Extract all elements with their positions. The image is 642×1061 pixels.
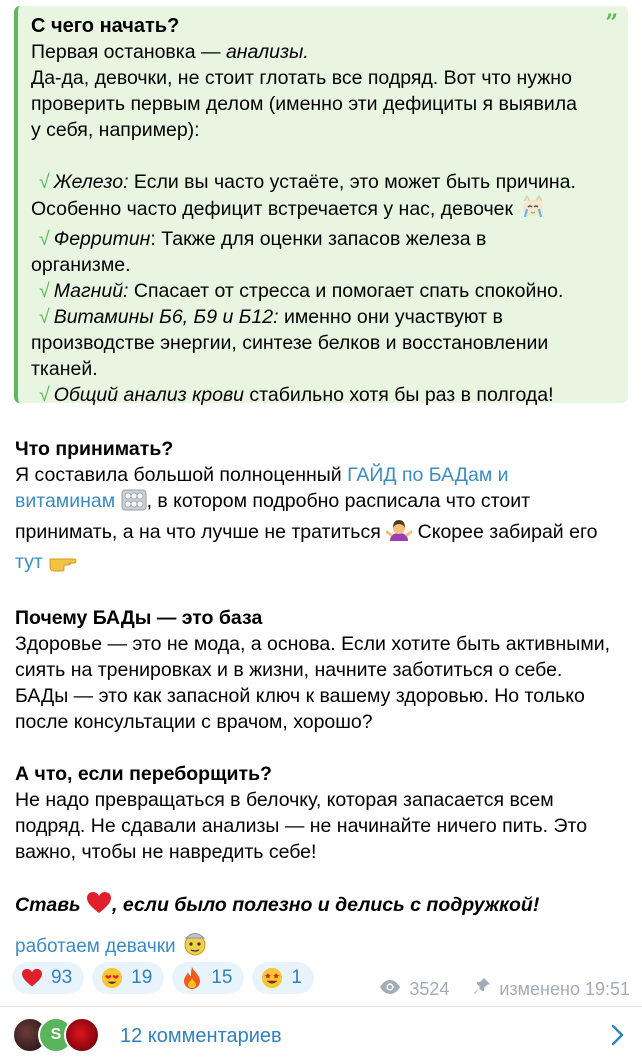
text-line: подряд. Не сдавали анализы — не начинайте ничего пить. Это — [15, 815, 588, 837]
comments-button[interactable] — [0, 1012, 642, 1058]
quote-para-line: проверить первым делом (именно эти дефициты я выявила — [31, 93, 577, 115]
check-label: Витамины Б6, Б9 и Б12: — [53, 306, 279, 328]
text: , в котором подробно расписала что стоит — [146, 490, 531, 512]
heart-icon — [20, 966, 44, 990]
avatar: S — [38, 1017, 74, 1053]
check-icon: √ — [39, 306, 50, 328]
check-item-cont: производстве энергии, синтезе белков и восстановлении — [31, 332, 549, 354]
section-title: Что принимать? — [15, 438, 174, 460]
reaction-star-struck[interactable] — [252, 962, 314, 994]
heart-eyes-icon — [100, 966, 124, 990]
check-label: Железо: — [53, 171, 129, 193]
check-icon: √ — [39, 171, 50, 193]
text: Скорее забирай его — [412, 521, 598, 543]
text-line: сиять на тренировках и в жизни, начните заботиться о себе. — [15, 659, 563, 681]
check-item-cont: организме. — [31, 254, 131, 276]
check-item-cont: тканей. — [31, 358, 98, 380]
divider — [0, 1006, 642, 1007]
check-text: Спасает от стресса и помогает спать спокойно. — [128, 280, 564, 302]
edited-label: изменено 19:51 — [499, 979, 630, 999]
reaction-count: 1 — [291, 967, 302, 988]
red-heart-icon — [86, 891, 112, 922]
quote-intro — [31, 39, 618, 65]
check-label: Магний: — [53, 280, 129, 302]
pointing-hand-icon — [48, 552, 78, 579]
avatar — [64, 1017, 100, 1053]
quote-icon: ” — [605, 10, 618, 36]
woman-shrugging-icon — [386, 518, 412, 549]
text-line — [15, 549, 630, 579]
check-icon: √ — [39, 228, 50, 250]
here-link[interactable]: тут — [15, 551, 43, 573]
guide-link[interactable]: витаминам — [15, 490, 116, 512]
quote-intro-text: Первая остановка — — [31, 41, 226, 63]
check-item — [31, 169, 618, 195]
quote-para-line: у себя, например): — [31, 119, 200, 141]
text-line — [15, 462, 630, 488]
cta-text: , если было полезно и делись с подружкой! — [112, 894, 540, 916]
pin-icon — [473, 976, 491, 1002]
signoff — [15, 930, 209, 964]
section-title: А что, если переборщить? — [15, 763, 272, 785]
text-line: Здоровье — это не мода, а основа. Если хотите быть активными, — [15, 633, 611, 655]
crying-cat-icon — [519, 195, 547, 226]
text: Я составила большой полноценный — [15, 464, 348, 486]
check-text: Особенно часто дефицит встречается у нас, девочек — [31, 198, 514, 220]
check-item — [31, 278, 618, 304]
check-label: Ферритин — [53, 228, 151, 250]
check-item — [31, 304, 618, 330]
reaction-heart-eyes[interactable] — [92, 962, 164, 994]
views-icon — [379, 976, 401, 1002]
check-label: Общий анализ крови — [53, 384, 244, 406]
check-icon: √ — [39, 280, 50, 302]
views-count: 3524 — [409, 979, 450, 999]
check-text: стабильно хотя бы раз в полгода! — [244, 384, 554, 406]
guide-link[interactable]: ГАЙД по БАДам и — [347, 464, 509, 486]
text-line: важно, чтобы не навредить себе! — [15, 841, 317, 863]
fire-icon — [180, 966, 204, 990]
quote-para-line: Да-да, девочки, не стоит глотать все подряд. Вот что нужно — [31, 67, 572, 89]
check-item — [31, 382, 618, 408]
quote-title: С чего начать? — [31, 15, 180, 37]
text-line: БАДы — это как запасной ключ к вашему здоровью. Но только — [15, 685, 585, 707]
text-line: Не надо превращаться в белочку, которая запасается всем — [15, 789, 554, 811]
text-line: после консультации с врачом, хорошо? — [15, 711, 373, 733]
check-item-cont — [31, 195, 618, 226]
text-line — [15, 518, 630, 549]
reaction-fire[interactable] — [172, 962, 244, 994]
check-text: : Также для оценки запасов железа в — [150, 228, 487, 250]
comments-label: 12 комментариев — [120, 1025, 282, 1047]
text: принимать, а на что лучше не тратиться — [15, 521, 381, 543]
section-title: Почему БАДы — это база — [15, 607, 263, 629]
signoff-text: работаем девачки — [15, 936, 176, 957]
reaction-heart[interactable] — [12, 962, 84, 994]
check-text: Если вы часто устаёте, это может быть причина. — [128, 171, 576, 193]
cta-text: Ставь — [15, 894, 81, 916]
check-text: именно они участвуют в — [278, 306, 503, 328]
reactions-bar — [12, 962, 314, 994]
star-struck-icon — [260, 966, 284, 990]
face-with-hat-icon — [181, 930, 209, 964]
cta-line — [15, 891, 630, 922]
reaction-count: 93 — [51, 967, 73, 988]
quote-intro-em: анализы. — [225, 41, 309, 63]
commenter-avatars — [12, 1017, 104, 1053]
chevron-right-icon — [610, 1024, 624, 1053]
pills-icon — [121, 489, 147, 518]
post-meta — [379, 976, 630, 1002]
text-line — [15, 488, 630, 518]
reaction-count: 19 — [131, 967, 153, 988]
reaction-count: 15 — [211, 967, 233, 988]
blockquote — [14, 6, 628, 406]
post-body — [15, 436, 630, 922]
check-item — [31, 226, 618, 252]
check-icon: √ — [39, 384, 50, 406]
